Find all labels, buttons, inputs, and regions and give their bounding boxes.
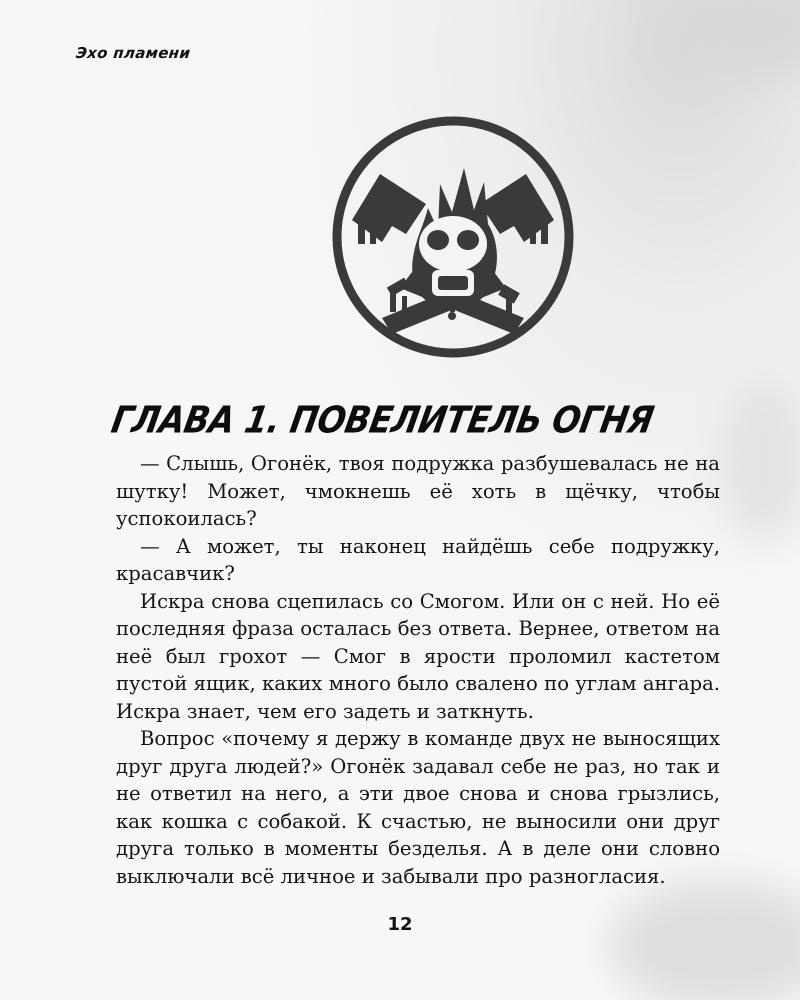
- print-smudge-bottom-right: [610, 880, 800, 1000]
- chapter-title: ГЛАВА 1. ПОВЕЛИТЕЛЬ ОГНЯ: [108, 398, 657, 442]
- paragraph: Искра снова сцепилась со Смогом. Или он с ней. Но её последняя фраза осталась без ответа. Вернее, ответом на неё был грохот — Смог в ярости проломил кастетом пустой ящик, каких много было свалено по углам ангара. Искра знает, чем его задеть и заткнуть.: [116, 589, 720, 723]
- print-smudge-top-right: [660, 0, 800, 80]
- gas-mask-flame-emblem-icon: [328, 112, 578, 362]
- paragraph: — А может, ты наконец найдёшь себе подружку, красавчик?: [116, 534, 720, 585]
- print-smudge-right: [720, 380, 800, 540]
- running-header: Эхо пламени: [75, 44, 192, 62]
- paragraph: Вопрос «почему я держу в команде двух не выносящих друг друга людей?» Огонёк задавал себе не раз, но так и не ответил на него, а эти двое снова и снова грызлись, как кошка с собакой. К счастью, не выносили они друг друга только в моменты безделья. А в деле они словно выключали всё личное и забывали про разногласия.: [116, 727, 720, 888]
- chapter-body: [116, 450, 720, 890]
- paragraph: — Слышь, Огонёк, твоя подружка разбушевалась не на шутку! Может, чмокнешь её хоть в щёчку, чтобы успокоилась?: [116, 452, 720, 530]
- page-number: 12: [387, 914, 413, 935]
